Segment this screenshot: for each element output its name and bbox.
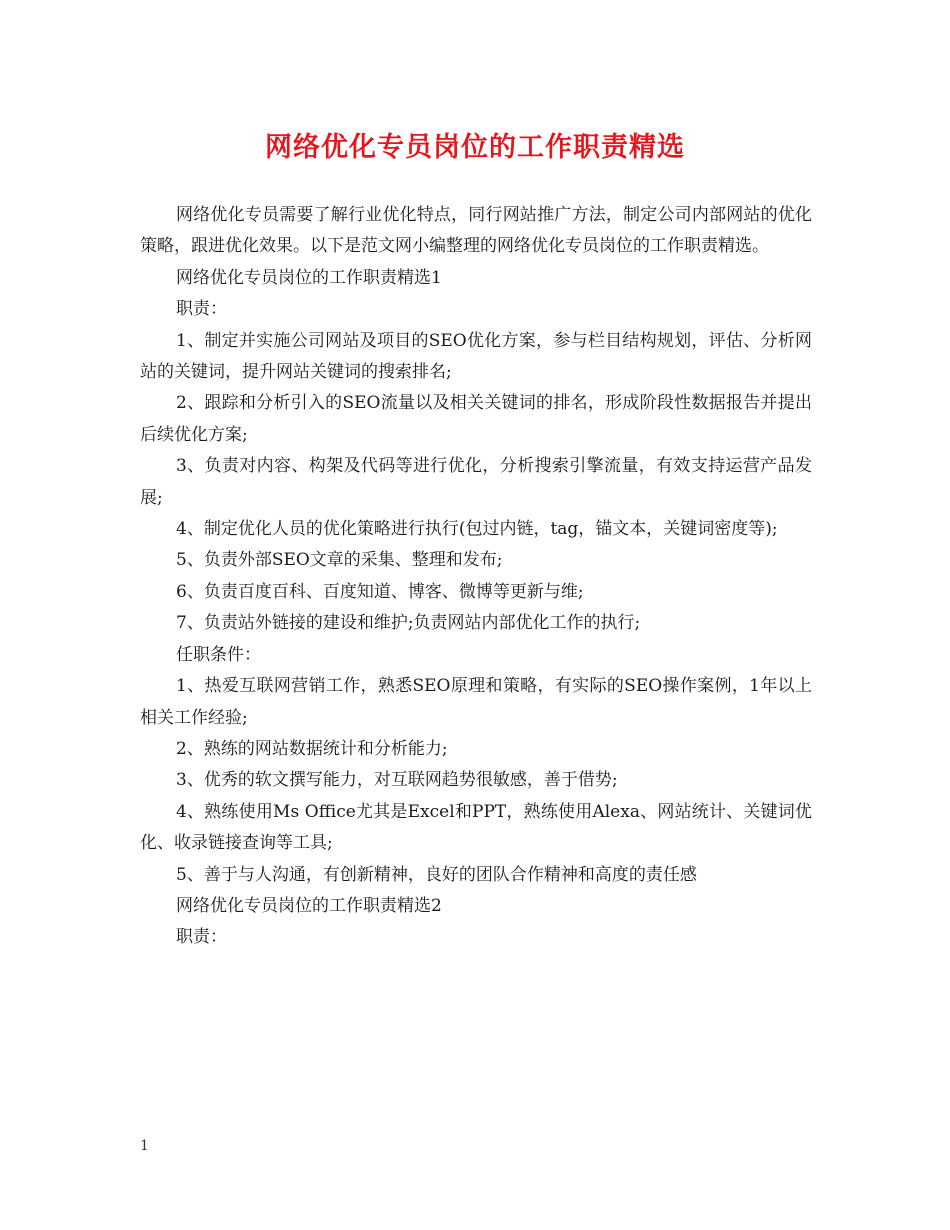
duties-label: 职责：	[176, 299, 227, 320]
duty-item: 7、负责站外链接的建设和维护;负责网站内部优化工作的执行;	[176, 613, 641, 634]
document-body	[140, 200, 812, 954]
duty-item: 4、制定优化人员的优化策略进行执行(包过内链，tag，锚文本，关键词密度等);	[176, 519, 778, 540]
page-number: 1	[140, 1138, 149, 1154]
requirements-label: 任职条件：	[176, 644, 261, 665]
section-heading-1: 网络优化专员岗位的工作职责精选1	[176, 267, 442, 288]
duty-item: 6、负责百度百科、百度知道、博客、微博等更新与维;	[176, 581, 584, 602]
duty-item: 2、跟踪和分析引入的SEO流量以及相关关键词的排名，形成阶段性数据报告并提出后续优化方案;	[140, 393, 812, 445]
requirement-item: 5、善于与人沟通，有创新精神，良好的团队合作精神和高度的责任感	[176, 864, 697, 885]
duty-item: 1、制定并实施公司网站及项目的SEO优化方案，参与栏目结构规划，评估、分析网站的关键词，提升网站关键词的搜索排名;	[140, 330, 812, 383]
intro-paragraph: 网络优化专员需要了解行业优化特点，同行网站推广方法，制定公司内部网站的优化策略，跟进优化效果。以下是范文网小编整理的网络优化专员岗位的工作职责精选。	[140, 205, 812, 257]
requirement-item: 4、熟练使用Ms Office尤其是Excel和PPT，熟练使用Alexa、网站统计、关键词优化、收录链接查询等工具;	[140, 801, 812, 854]
requirement-item: 1、热爱互联网营销工作，熟悉SEO原理和策略，有实际的SEO操作案例，1年以上相关工作经验;	[140, 676, 812, 728]
requirement-item: 2、熟练的网站数据统计和分析能力;	[176, 738, 448, 759]
section-heading-2: 网络优化专员岗位的工作职责精选2	[176, 895, 442, 916]
duty-item: 5、负责外部SEO文章的采集、整理和发布;	[176, 550, 503, 571]
duty-item: 3、负责对内容、构架及代码等进行优化，分析搜索引擎流量，有效支持运营产品发展;	[140, 456, 812, 508]
requirement-item: 3、优秀的软文撰写能力，对互联网趋势很敏感，善于借势;	[176, 770, 618, 791]
duties-label: 职责：	[176, 927, 227, 948]
document-title: 网络优化专员岗位的工作职责精选	[265, 132, 685, 163]
